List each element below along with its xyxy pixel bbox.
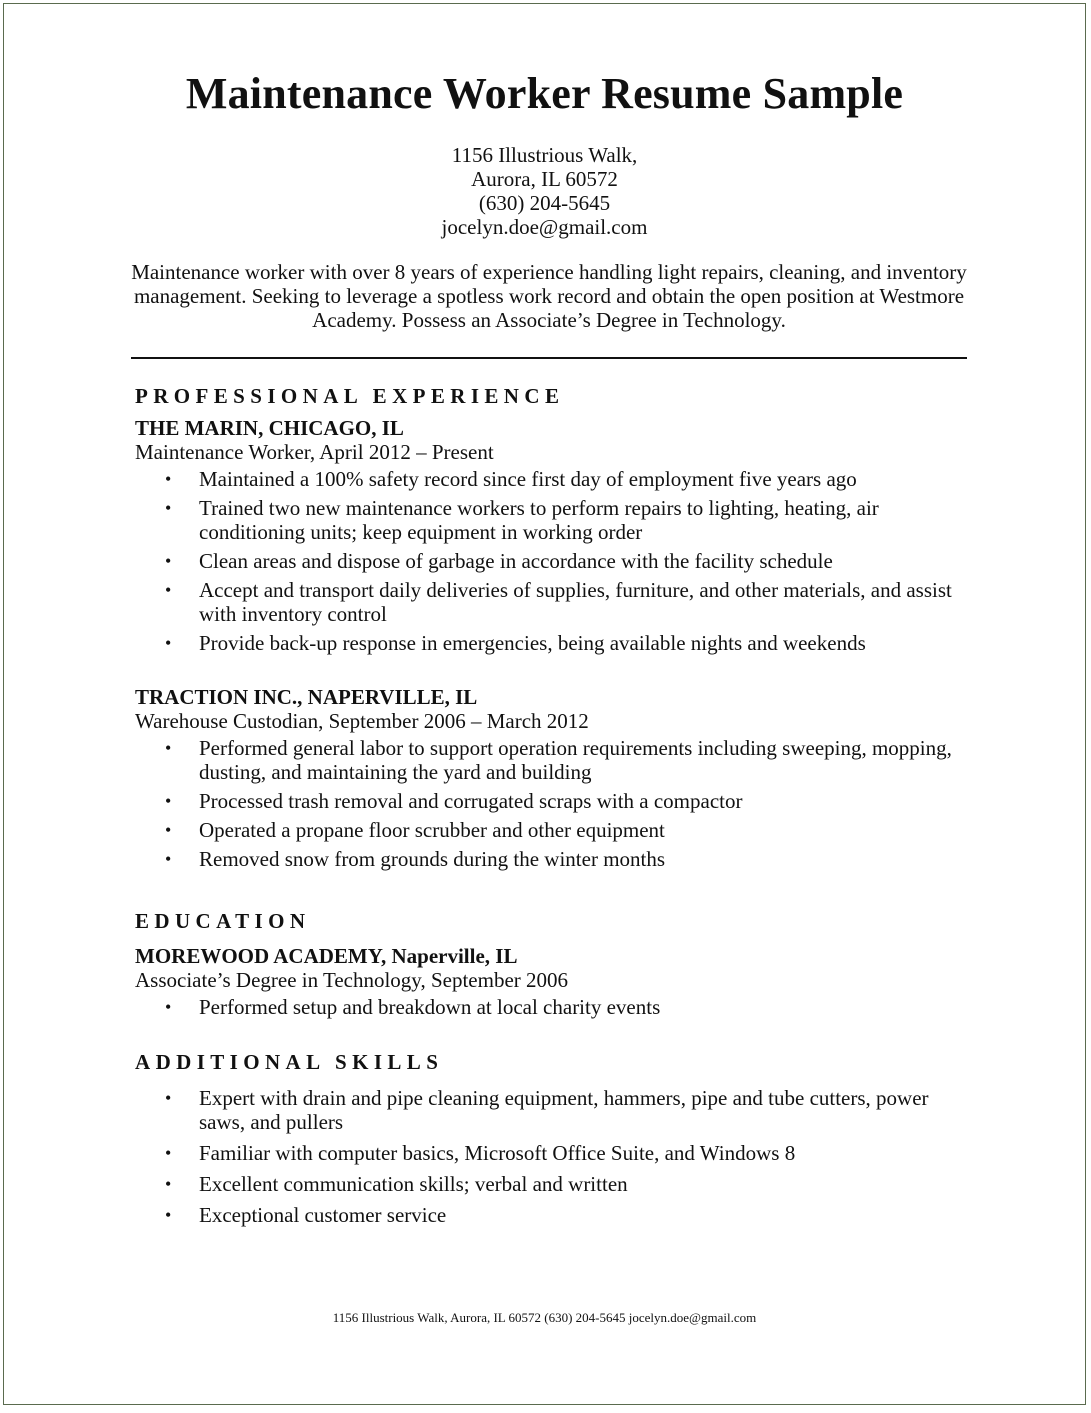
contact-email: jocelyn.doe@gmail.com [441,215,648,239]
list-item [135,578,975,626]
job-bullet-list [135,467,975,655]
contact-phone: (630) 204-5645 [478,191,611,215]
bullet-icon: • [165,1143,172,1163]
bullet-text: Exceptional customer service [199,1203,447,1227]
job-bullet-list [135,736,975,871]
list-item [135,789,975,813]
education-heading: EDUCATION [135,909,311,933]
bullet-text: Performed setup and breakdown at local charity events [199,995,661,1019]
bullet-icon: • [165,1205,172,1225]
list-item [135,847,975,871]
section-divider [131,357,967,359]
list-item [135,818,975,842]
bullet-text: Removed snow from grounds during the winter months [199,847,666,871]
bullet-text: Processed trash removal and corrugated scraps with a compactor [199,789,743,813]
resume-title: Maintenance Worker Resume Sample [185,69,904,118]
education-section [135,909,975,1019]
list-item [135,549,975,573]
job-employer: THE MARIN, CHICAGO, IL [135,416,404,440]
job-entry [135,416,975,655]
list-item [135,496,975,544]
bullet-text: Accept and transport daily deliveries of supplies, furniture, and other materials, and assist with inventory control [199,578,952,626]
job-entry [135,685,975,871]
list-item [135,1086,975,1134]
education-bullet-list [135,995,975,1019]
job-role: Warehouse Custodian, September 2006 – March 2012 [135,709,589,733]
experience-section [135,384,975,871]
list-item [135,736,975,784]
summary-paragraph: Maintenance worker with over 8 years of experience handling light repairs, cleaning, and inventory management. Seeking to leverage a spotless work record and obtain the open position at Westmore Academy. Possess an Associate’s Degree in Technology. [131,260,967,332]
bullet-icon: • [165,633,172,653]
skills-bullet-list [135,1086,975,1227]
list-item [135,995,975,1019]
list-item [135,467,975,491]
bullet-icon: • [165,1088,172,1108]
list-item [135,631,975,655]
bullet-icon: • [165,738,172,758]
degree-line: Associate’s Degree in Technology, September 2006 [135,968,569,992]
job-employer: TRACTION INC., NAPERVILLE, IL [135,685,478,709]
bullet-icon: • [165,791,172,811]
page-footer: 1156 Illustrious Walk, Aurora, IL 60572 (630) 204-5645 jocelyn.doe@gmail.com [332,1310,757,1325]
bullet-icon: • [165,820,172,840]
bullet-icon: • [165,469,172,489]
skills-section [135,1050,975,1227]
resume-page [3,3,1086,1405]
bullet-icon: • [165,1174,172,1194]
bullet-icon: • [165,580,172,600]
contact-address-line2: Aurora, IL 60572 [471,167,618,191]
contact-address-line1: 1156 Illustrious Walk, [451,143,638,167]
experience-heading: PROFESSIONAL EXPERIENCE [135,384,565,408]
bullet-icon: • [165,551,172,571]
bullet-text: Familiar with computer basics, Microsoft Office Suite, and Windows 8 [199,1141,796,1165]
skills-heading: ADDITIONAL SKILLS [135,1050,444,1074]
bullet-text: Provide back-up response in emergencies, being available nights and weekends [199,631,866,655]
bullet-icon: • [165,997,172,1017]
bullet-text: Expert with drain and pipe cleaning equipment, hammers, pipe and tube cutters, power saws, and pullers [199,1086,929,1134]
bullet-text: Operated a propane floor scrubber and other equipment [199,818,665,842]
bullet-icon: • [165,498,172,518]
list-item [135,1141,975,1165]
list-item [135,1203,975,1227]
bullet-text: Maintained a 100% safety record since first day of employment five years ago [199,467,857,491]
list-item [135,1172,975,1196]
contact-block [4,143,1085,239]
bullet-text: Excellent communication skills; verbal and written [199,1172,628,1196]
school-name: MOREWOOD ACADEMY, Naperville, IL [135,944,518,968]
bullet-text: Trained two new maintenance workers to perform repairs to lighting, heating, air conditioning units; keep equipment in working order [199,496,879,544]
job-role: Maintenance Worker, April 2012 – Present [135,440,494,464]
bullet-text: Performed general labor to support operation requirements including sweeping, mopping, dusting, and maintaining the yard and building [199,736,952,784]
bullet-icon: • [165,849,172,869]
bullet-text: Clean areas and dispose of garbage in accordance with the facility schedule [199,549,833,573]
